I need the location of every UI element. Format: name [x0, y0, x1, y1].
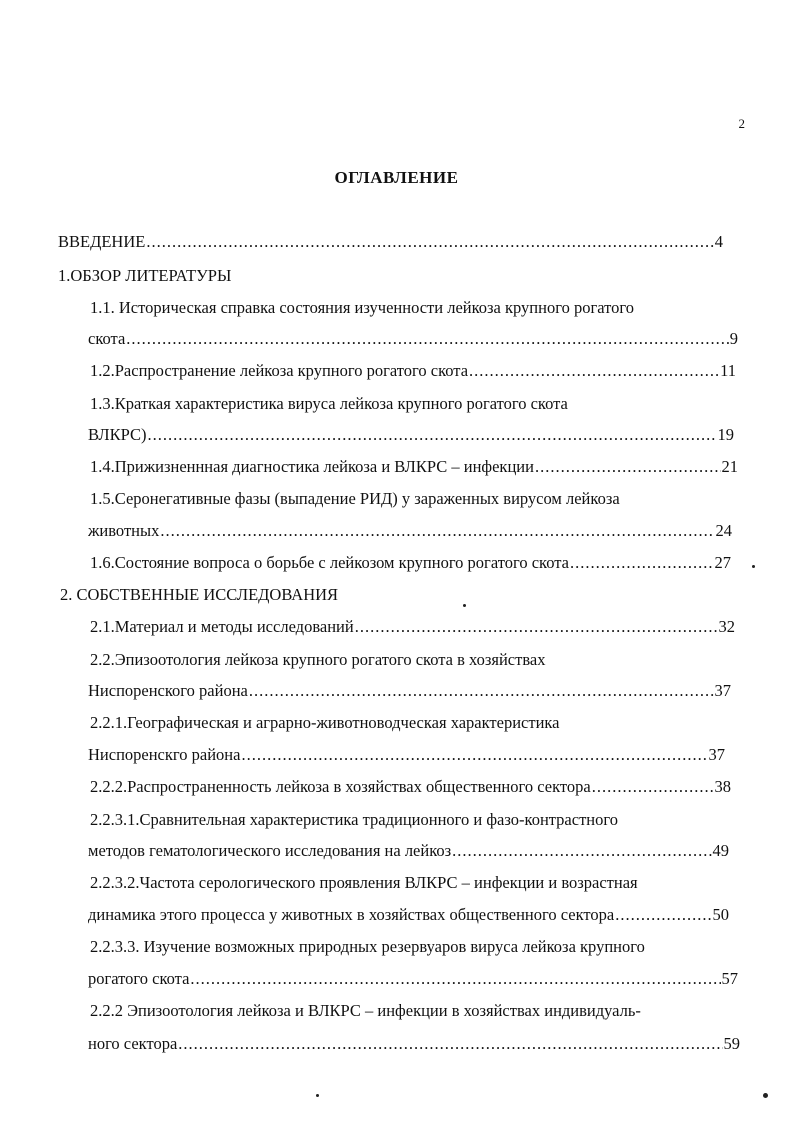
- toc-entry-page: 19: [717, 425, 734, 444]
- toc-entry-text: ного сектора: [88, 1034, 178, 1053]
- dot-leader: [570, 553, 714, 573]
- toc-entry-introduction[interactable]: [58, 232, 723, 252]
- toc-entry-text: динамика этого процесса у животных в хозяйствах общественного сектора: [88, 905, 615, 924]
- toc-entry-2-2[interactable]: [90, 650, 546, 670]
- toc-entry-page: 50: [712, 905, 729, 924]
- toc-entry-2-2-3-3-cont[interactable]: [88, 969, 738, 989]
- toc-entry-1-3[interactable]: [90, 394, 568, 414]
- toc-entry-text: 1.3.Краткая характеристика вируса лейкоза крупного рогатого скота: [90, 394, 568, 413]
- scan-speck: [463, 604, 466, 607]
- toc-entry-text: 2.2.Эпизоотология лейкоза крупного рогатого скота в хозяйствах: [90, 650, 546, 669]
- toc-entry-page: 32: [718, 617, 735, 636]
- toc-entry-text: 2.1.Материал и методы исследований: [90, 617, 354, 636]
- toc-entry-text: методов гематологического исследования на лейкоз: [88, 841, 452, 860]
- toc-entry-page: 27: [714, 553, 731, 572]
- toc-entry-own-research[interactable]: [60, 585, 338, 605]
- toc-entry-text: 1.6.Состояние вопроса о борьбе с лейкозом крупного рогатого скота: [90, 553, 569, 572]
- toc-entry-text: животных: [88, 521, 160, 540]
- toc-entry-page: 37: [714, 681, 731, 700]
- toc-entry-1-3-cont[interactable]: [88, 425, 734, 445]
- toc-entry-2-2-2[interactable]: [90, 777, 731, 797]
- toc-entry-text: 2.2.1.Географическая и аграрно-животноводческая характеристика: [90, 713, 560, 732]
- toc-entry-text: 2.2.2 Эпизоотология лейкоза и ВЛКРС – инфекции в хозяйствах индивидуаль-: [90, 1001, 641, 1020]
- toc-entry-text: 1.4.Прижизненнная диагностика лейкоза и ВЛКРС – инфекции: [90, 457, 534, 476]
- dot-leader: [190, 969, 720, 989]
- toc-entry-literature-review[interactable]: [58, 266, 231, 286]
- toc-entry-2-2-cont[interactable]: [88, 681, 731, 701]
- dot-leader: [147, 425, 716, 445]
- toc-entry-text: Ниспоренскго района: [88, 745, 241, 764]
- toc-entry-page: 24: [715, 521, 732, 540]
- toc-entry-text: скота: [88, 329, 126, 348]
- dot-leader: [452, 841, 711, 861]
- toc-entry-text: 2.2.2.Распространенность лейкоза в хозяйствах общественного сектора: [90, 777, 591, 796]
- dot-leader: [178, 1034, 722, 1054]
- toc-entry-text: 2.2.3.2.Частота серологического проявления ВЛКРС – инфекции и возрастная: [90, 873, 638, 892]
- toc-entry-2-2-1[interactable]: [90, 713, 560, 733]
- toc-entry-1-5[interactable]: [90, 489, 620, 509]
- dot-leader: [592, 777, 714, 797]
- toc-entry-2-2-3-2[interactable]: [90, 873, 638, 893]
- dot-leader: [535, 457, 721, 477]
- toc-entry-page: 37: [708, 745, 725, 764]
- toc-entry-page: 4: [714, 232, 723, 251]
- dot-leader: [126, 329, 728, 349]
- toc-entry-2-2-2-private[interactable]: [90, 1001, 641, 1021]
- toc-entry-text: рогатого скота: [88, 969, 190, 988]
- dot-leader: [355, 617, 718, 637]
- toc-entry-text: 1.1. Историческая справка состояния изученности лейкоза крупного рогатого: [90, 298, 634, 317]
- toc-entry-text: 2. СОБСТВЕННЫЕ ИССЛЕДОВАНИЯ: [60, 585, 339, 604]
- toc-entry-page: 9: [729, 329, 738, 348]
- toc-entry-2-2-3-3[interactable]: [90, 937, 645, 957]
- dot-leader: [146, 232, 713, 252]
- toc-entry-text: 1.2.Распространение лейкоза крупного рогатого скота: [90, 361, 469, 380]
- toc-entry-1-1-cont[interactable]: [88, 329, 738, 349]
- scan-speck: [752, 565, 755, 568]
- toc-entry-text: ВВЕДЕНИЕ: [58, 232, 146, 251]
- toc-entry-text: 1.5.Серонегативные фазы (выпадение РИД) у зараженных вирусом лейкоза: [90, 489, 620, 508]
- toc-entry-2-2-3-1[interactable]: [90, 810, 618, 830]
- toc-entry-page: 38: [714, 777, 731, 796]
- toc-entry-2-2-2-private-cont[interactable]: [88, 1034, 740, 1054]
- toc-entry-text: 2.2.3.1.Сравнительная характеристика традиционного и фазо-контрастного: [90, 810, 618, 829]
- toc-entry-1-1[interactable]: [90, 298, 634, 318]
- toc-entry-2-2-3-2-cont[interactable]: [88, 905, 729, 925]
- dot-leader: [160, 521, 714, 541]
- toc-entry-page: 49: [712, 841, 729, 860]
- toc-entry-text: ВЛКРС): [88, 425, 147, 444]
- toc-entry-page: 21: [721, 457, 738, 476]
- toc-entry-page: 11: [720, 361, 736, 380]
- dot-leader: [249, 681, 714, 701]
- dot-leader: [469, 361, 719, 381]
- toc-entry-1-6[interactable]: [90, 553, 731, 573]
- page-title: ОГЛАВЛЕНИЕ: [334, 168, 459, 187]
- toc-entry-text: Ниспоренского района: [88, 681, 248, 700]
- toc-entry-page: 59: [723, 1034, 740, 1053]
- page-number: 2: [738, 116, 745, 131]
- toc-entry-1-4[interactable]: [90, 457, 738, 477]
- toc-entry-2-2-3-1-cont[interactable]: [88, 841, 729, 861]
- toc-entry-1-2[interactable]: [90, 361, 736, 381]
- toc-entry-text: 2.2.3.3. Изучение возможных природных резервуаров вируса лейкоза крупного: [90, 937, 645, 956]
- toc-entry-2-1[interactable]: [90, 617, 735, 637]
- dot-leader: [615, 905, 711, 925]
- toc-entry-1-5-cont[interactable]: [88, 521, 732, 541]
- scan-speck: [316, 1094, 319, 1097]
- scan-speck: [763, 1093, 768, 1098]
- toc-entry-page: 57: [721, 969, 738, 988]
- toc-entry-2-2-1-cont[interactable]: [88, 745, 725, 765]
- toc-entry-text: 1.ОБЗОР ЛИТЕРАТУРЫ: [58, 266, 232, 285]
- dot-leader: [241, 745, 707, 765]
